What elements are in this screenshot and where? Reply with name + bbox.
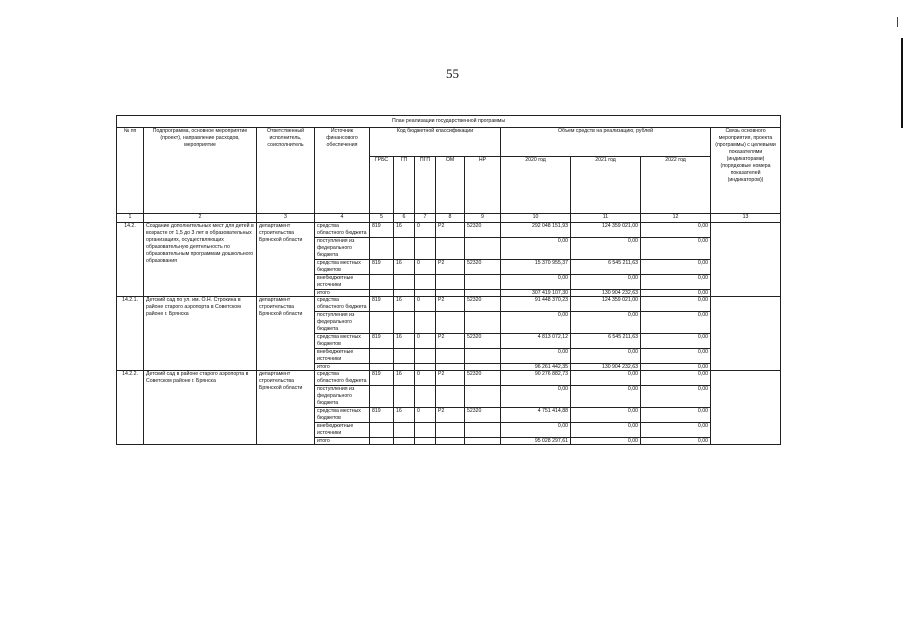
responsible-executor: департамент строительства Брянской области (257, 371, 315, 445)
code-pgp (415, 275, 436, 290)
column-number: 4 (315, 214, 370, 223)
page-number: 55 (446, 66, 459, 81)
code-grbs: 819 (370, 371, 394, 386)
amount-2020: 96 261 442,35 (501, 364, 571, 371)
code-nr (465, 364, 501, 371)
code-pgp (415, 290, 436, 297)
code-nr: 52320 (465, 260, 501, 275)
header-om: ОМ (436, 157, 465, 214)
code-om: Р2 (436, 334, 465, 349)
row-number: 14.2.1. (117, 297, 144, 371)
code-grbs (370, 386, 394, 408)
amount-2022: 0,00 (641, 223, 711, 238)
header-gp: ГП (394, 157, 415, 214)
code-gp: 16 (394, 371, 415, 386)
code-grbs (370, 438, 394, 445)
responsible-executor: департамент строительства Брянской области (257, 223, 315, 297)
table-body (117, 223, 781, 445)
header-grbs: ГРБС (370, 157, 394, 214)
indicator-link-cell (711, 223, 781, 297)
code-nr (465, 423, 501, 438)
funding-source: поступления из федерального бюджета (315, 238, 370, 260)
code-om (436, 349, 465, 364)
funding-source: внебюджетные источники (315, 349, 370, 364)
amount-2020: 91 448 370,23 (501, 297, 571, 312)
code-grbs (370, 238, 394, 260)
column-number: 10 (501, 214, 571, 223)
code-om: Р2 (436, 223, 465, 238)
amount-2022: 0,00 (641, 260, 711, 275)
amount-2021: 0,00 (571, 349, 641, 364)
header-responsible: Ответственный исполнитель, соисполнитель (257, 128, 315, 214)
code-grbs (370, 312, 394, 334)
funding-source: внебюджетные источники (315, 275, 370, 290)
header-pgp: ПГП (415, 157, 436, 214)
measure-name: Создание дополнительных мест для детей в возрасте от 1,5 до 3 лет в образовательных организациях, осуществляющих образовательную деятельность по образовательным программам дошкольного образования (144, 223, 257, 297)
table-row (117, 371, 781, 386)
header-2021: 2021 год (571, 157, 641, 214)
header-indicator-link: Связь основного мероприятия, проекта (программы) с целевыми показателями (индикаторами) (порядковые номера показателей (индикаторов)) (711, 128, 781, 214)
amount-2021: 6 545 211,63 (571, 334, 641, 349)
column-number: 8 (436, 214, 465, 223)
code-gp (394, 423, 415, 438)
code-om (436, 438, 465, 445)
header-volume: Объем средств на реализацию, рублей (501, 128, 711, 157)
code-pgp (415, 438, 436, 445)
code-grbs (370, 349, 394, 364)
code-pgp (415, 312, 436, 334)
code-nr: 52320 (465, 223, 501, 238)
code-gp (394, 275, 415, 290)
amount-2022: 0,00 (641, 238, 711, 260)
code-om (436, 423, 465, 438)
code-om (436, 290, 465, 297)
code-nr (465, 312, 501, 334)
code-pgp: 0 (415, 260, 436, 275)
amount-2020: 307 419 107,30 (501, 290, 571, 297)
amount-2021: 0,00 (571, 312, 641, 334)
code-grbs: 819 (370, 223, 394, 238)
column-number: 11 (571, 214, 641, 223)
responsible-executor: департамент строительства Брянской области (257, 297, 315, 371)
code-nr (465, 238, 501, 260)
code-gp: 16 (394, 408, 415, 423)
code-nr: 52320 (465, 371, 501, 386)
funding-source: итого (315, 364, 370, 371)
column-number: 9 (465, 214, 501, 223)
amount-2022: 0,00 (641, 290, 711, 297)
code-nr (465, 438, 501, 445)
funding-source: средства областного бюджета (315, 297, 370, 312)
code-om (436, 386, 465, 408)
amount-2021: 130 904 232,63 (571, 364, 641, 371)
row-number: 14.2. (117, 223, 144, 297)
code-gp: 16 (394, 223, 415, 238)
code-pgp (415, 386, 436, 408)
amount-2022: 0,00 (641, 334, 711, 349)
amount-2020: 4 813 072,12 (501, 334, 571, 349)
code-gp (394, 238, 415, 260)
indicator-link-cell (711, 297, 781, 371)
code-gp: 16 (394, 334, 415, 349)
amount-2021: 0,00 (571, 408, 641, 423)
column-number: 3 (257, 214, 315, 223)
code-gp (394, 349, 415, 364)
table-title: План реализации государственной программы (117, 116, 781, 128)
amount-2020: 0,00 (501, 238, 571, 260)
amount-2021: 0,00 (571, 275, 641, 290)
amount-2021: 0,00 (571, 438, 641, 445)
code-om: Р2 (436, 297, 465, 312)
code-pgp: 0 (415, 408, 436, 423)
program-plan-table (116, 115, 781, 445)
code-pgp: 0 (415, 297, 436, 312)
amount-2020: 0,00 (501, 349, 571, 364)
code-gp (394, 312, 415, 334)
code-nr (465, 290, 501, 297)
header-2020: 2020 год (501, 157, 571, 214)
table-row (117, 297, 781, 312)
header-budget-code: Код бюджетной классификации (370, 128, 501, 157)
amount-2020: 0,00 (501, 312, 571, 334)
code-gp (394, 386, 415, 408)
code-pgp (415, 349, 436, 364)
amount-2022: 0,00 (641, 275, 711, 290)
code-grbs: 819 (370, 260, 394, 275)
code-gp: 16 (394, 260, 415, 275)
amount-2022: 0,00 (641, 386, 711, 408)
amount-2021: 0,00 (571, 423, 641, 438)
indicator-link-cell (711, 371, 781, 445)
amount-2020: 4 751 414,88 (501, 408, 571, 423)
amount-2020: 90 276 882,73 (501, 371, 571, 386)
margin-tick-mark (897, 17, 898, 27)
amount-2022: 0,00 (641, 371, 711, 386)
amount-2022: 0,00 (641, 364, 711, 371)
measure-name: Детский сад в районе старого аэропорта в Советском районе г. Брянска (144, 371, 257, 445)
row-number: 14.2.2. (117, 371, 144, 445)
amount-2022: 0,00 (641, 312, 711, 334)
code-pgp (415, 238, 436, 260)
code-nr (465, 275, 501, 290)
code-grbs: 819 (370, 297, 394, 312)
amount-2021: 6 545 211,63 (571, 260, 641, 275)
measure-name: Детский сад по ул. им. О.Н. Строкина в районе старого аэропорта в Советском районе г. Брянска (144, 297, 257, 371)
column-number: 5 (370, 214, 394, 223)
code-grbs (370, 275, 394, 290)
column-number: 1 (117, 214, 144, 223)
code-pgp (415, 423, 436, 438)
code-om: Р2 (436, 371, 465, 386)
amount-2021: 124 359 021,00 (571, 223, 641, 238)
code-grbs (370, 290, 394, 297)
code-nr (465, 349, 501, 364)
funding-source: средства областного бюджета (315, 223, 370, 238)
code-pgp: 0 (415, 223, 436, 238)
funding-source: средства областного бюджета (315, 371, 370, 386)
code-pgp (415, 364, 436, 371)
code-pgp: 0 (415, 371, 436, 386)
column-number: 6 (394, 214, 415, 223)
column-number: 12 (641, 214, 711, 223)
funding-source: поступления из федерального бюджета (315, 386, 370, 408)
amount-2022: 0,00 (641, 349, 711, 364)
column-number: 13 (711, 214, 781, 223)
code-grbs: 819 (370, 408, 394, 423)
code-om (436, 312, 465, 334)
code-nr (465, 386, 501, 408)
code-pgp: 0 (415, 334, 436, 349)
column-number: 7 (415, 214, 436, 223)
amount-2020: 15 370 955,37 (501, 260, 571, 275)
amount-2021: 124 359 021,00 (571, 297, 641, 312)
code-om (436, 364, 465, 371)
amount-2020: 0,00 (501, 423, 571, 438)
amount-2021: 130 904 232,63 (571, 290, 641, 297)
funding-source: средства местных бюджетов (315, 408, 370, 423)
code-gp: 16 (394, 297, 415, 312)
margin-bar-mark (901, 38, 903, 128)
amount-2020: 292 048 151,93 (501, 223, 571, 238)
amount-2022: 0,00 (641, 297, 711, 312)
code-om: Р2 (436, 408, 465, 423)
funding-source: внебюджетные источники (315, 423, 370, 438)
funding-source: средства местных бюджетов (315, 334, 370, 349)
code-om (436, 275, 465, 290)
header-subprogram: Подпрограмма, основное мероприятие (проект), направление расходов, мероприятие (144, 128, 257, 214)
amount-2022: 0,00 (641, 438, 711, 445)
table-row (117, 223, 781, 238)
code-gp (394, 438, 415, 445)
code-gp (394, 364, 415, 371)
column-number: 2 (144, 214, 257, 223)
amount-2020: 0,00 (501, 275, 571, 290)
amount-2022: 0,00 (641, 408, 711, 423)
code-nr: 52320 (465, 408, 501, 423)
amount-2021: 0,00 (571, 238, 641, 260)
code-grbs (370, 364, 394, 371)
code-om: Р2 (436, 260, 465, 275)
code-grbs (370, 423, 394, 438)
amount-2021: 0,00 (571, 371, 641, 386)
amount-2020: 95 028 297,61 (501, 438, 571, 445)
header-nr: НР (465, 157, 501, 214)
code-grbs: 819 (370, 334, 394, 349)
code-gp (394, 290, 415, 297)
header-source: Источник финансового обеспечения (315, 128, 370, 214)
amount-2020: 0,00 (501, 386, 571, 408)
funding-source: итого (315, 438, 370, 445)
header-2022: 2022 год (641, 157, 711, 214)
funding-source: итого (315, 290, 370, 297)
header-num: № пп (117, 128, 144, 214)
funding-source: средства местных бюджетов (315, 260, 370, 275)
code-nr: 52320 (465, 297, 501, 312)
amount-2021: 0,00 (571, 386, 641, 408)
code-om (436, 238, 465, 260)
code-nr: 52320 (465, 334, 501, 349)
amount-2022: 0,00 (641, 423, 711, 438)
funding-source: поступления из федерального бюджета (315, 312, 370, 334)
